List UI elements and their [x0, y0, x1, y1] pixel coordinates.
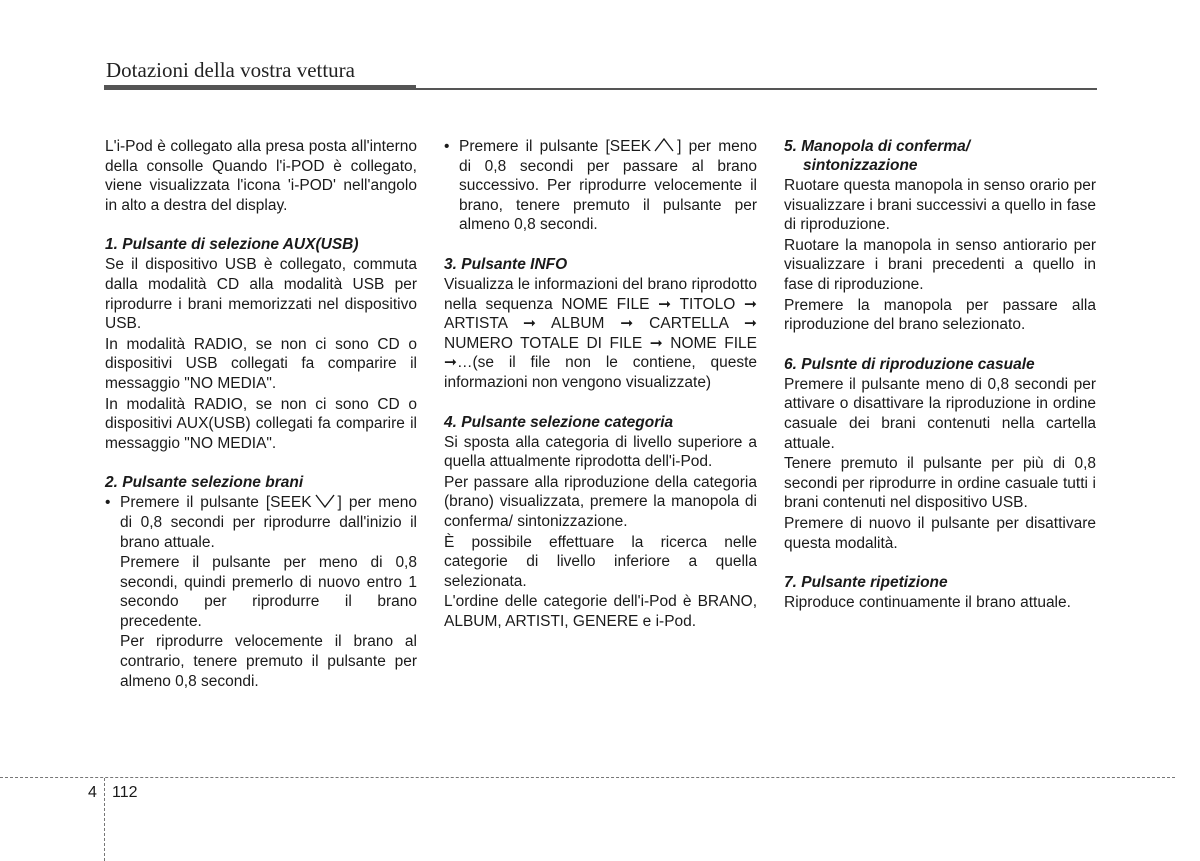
chevron-up-icon [653, 137, 675, 153]
section-2-paragraph-3: Per riprodurre velocemente il brano al contrario, tenere premuto il pulsante per almeno 0,8 secondi. [120, 633, 417, 690]
column-3 [784, 137, 1096, 614]
section-2-title: 2. Pulsante selezione brani [105, 474, 304, 492]
header-rule-thick [104, 85, 416, 90]
section-5-title-line-2: sintonizzazione [803, 157, 918, 174]
section-4-paragraph-2: Per passare alla riproduzione della categoria (brano) visualizzata, premere la manopola di conferma/ sintonizzazione. [444, 473, 757, 530]
section-4-paragraph-1: Si sposta alla categoria di livello superiore a quella attualmente riprodotta dell'i-Pod. [444, 433, 757, 471]
section-1-paragraph-1: Se il dispositivo USB è collegato, commuta dalla modalità CD alla modalità USB per riprodurre i brani memorizzati nel dispositivo USB. [105, 256, 417, 333]
section-2-bullet [105, 493, 417, 552]
bullet-text-pre: Premere il pulsante [SEEK [459, 138, 652, 155]
section-1-paragraph-3: In modalità RADIO, se non ci sono CD o dispositivi AUX(USB) collegati fa comparire il messaggio "NO MEDIA". [105, 395, 417, 452]
section-6-paragraph-2: Tenere premuto il pulsante per più di 0,8 secondi per riprodurre in ordine casuale tutti i brani contenuti nel dispositivo USB. [784, 455, 1096, 512]
section-7-paragraph-1: Riproduce continuamente il brano attuale. [784, 594, 1071, 612]
section-4-title: 4. Pulsante selezione categoria [444, 413, 674, 431]
section-6-title: 6. Pulsnte di riproduzione casuale [784, 355, 1035, 373]
column-1 [105, 137, 417, 692]
footer-divider [0, 777, 1175, 778]
section-5-paragraph-3: Premere la manopola per passare alla riproduzione del brano selezionato. [784, 296, 1096, 334]
section-1-paragraph-2: In modalità RADIO, se non ci sono CD o dispositivi USB collegati fa comparire il messaggio "NO MEDIA". [105, 335, 417, 392]
section-7-title: 7. Pulsante ripetizione [784, 574, 948, 592]
intro-paragraph: L'i-Pod è collegato alla presa posta all'interno della consolle Quando l'i-POD è collegato, viene visualizzata l'icona 'i-POD' nell'angolo in alto a destra del display. [105, 138, 417, 214]
section-5-title-line-1: 5. Manopola di conferma/ [784, 138, 971, 155]
seek-up-bullet [444, 137, 757, 235]
section-4-paragraph-4: L'ordine delle categorie dell'i-Pod è BRANO, ALBUM, ARTISTI, GENERE e i-Pod. [444, 593, 757, 630]
section-3-paragraph-1: Visualizza le informazioni del brano riprodotto nella sequenza NOME FILE ➞ TITOLO ➞ ARTISTA ➞ ALBUM ➞ CARTELLA ➞ NUMERO TOTALE DI FILE ➞ NOME FILE ➞…(se il file non le contiene, queste informazioni non vengono visualizzate) [444, 275, 757, 391]
section-2-paragraph-2: Premere il pulsante per meno di 0,8 secondi, quindi premerlo di nuovo entro 1 secondo per riprodurre il brano precedente. [120, 554, 417, 630]
section-4-paragraph-3: È possibile effettuare la ricerca nelle categorie di livello inferiore a quella selezionata. [444, 533, 757, 590]
section-5-paragraph-1: Ruotare questa manopola in senso orario per visualizzare i brani successivi a quello in fase di riproduzione. [784, 177, 1096, 234]
footer-vertical-divider [104, 778, 105, 861]
page-header-title: Dotazioni della vostra vettura [106, 58, 355, 82]
bullet-text-post: ] per meno di 0,8 secondi per passare al brano successivo. Per riprodurre velocemente il brano, tenere premuto il pulsante per almeno 0,8 secondi. [459, 138, 757, 234]
section-5-paragraph-2: Ruotare la manopola in senso antiorario per visualizzare i brani precedenti a quello in fase di riproduzione. [784, 236, 1096, 293]
section-3-title: 3. Pulsante INFO [444, 255, 568, 273]
section-6-paragraph-3: Premere di nuovo il pulsante per disattivare questa modalità. [784, 514, 1096, 552]
section-number: 4 [88, 784, 97, 801]
chevron-down-icon [314, 493, 336, 509]
section-1-title: 1. Pulsante di selezione AUX(USB) [105, 236, 359, 254]
bullet-text-pre: Premere il pulsante [SEEK [120, 494, 312, 512]
bullet-icon: • [444, 138, 450, 155]
header-rule-thin [416, 88, 1097, 90]
section-5-title [784, 137, 1096, 175]
bullet-icon: • [105, 494, 111, 512]
bullet-text-post: ] per meno di 0,8 secondi per riprodurre dall'inizio il brano attuale. [120, 494, 417, 551]
section-6-paragraph-1: Premere il pulsante meno di 0,8 secondi per attivare o disattivare la riproduzione in ordine casuale dei brani contenuti nella cartella attuale. [784, 375, 1096, 452]
page-number: 112 [112, 784, 138, 801]
column-2 [444, 137, 757, 632]
